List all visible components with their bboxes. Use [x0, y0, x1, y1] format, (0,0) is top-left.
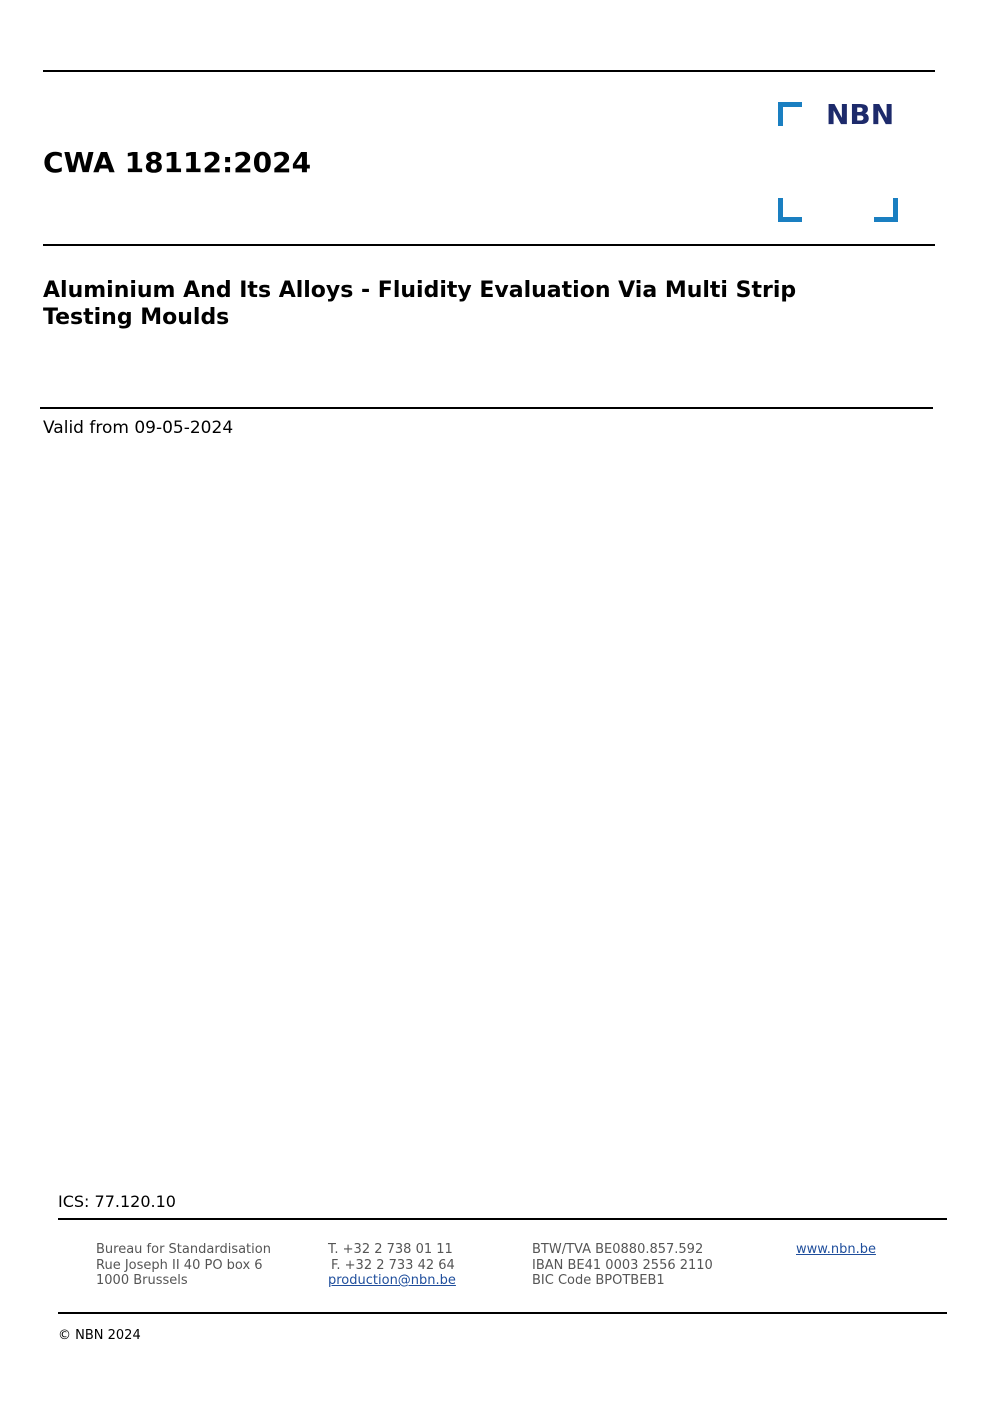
logo-corner-bottom-left — [778, 198, 802, 222]
footer-bank-details — [532, 1242, 713, 1289]
footer-contact — [328, 1242, 456, 1289]
nbn-logo — [778, 98, 900, 222]
address-line-1: Bureau for Standardisation — [96, 1242, 271, 1257]
footer-bottom-divider — [58, 1312, 947, 1314]
logo-corner-top-left — [778, 102, 802, 126]
address-line-3: 1000 Brussels — [96, 1273, 188, 1288]
logo-wordmark: NBN — [826, 98, 895, 131]
document-title — [43, 277, 903, 331]
footer-top-divider — [58, 1218, 947, 1220]
phone-number: T. +32 2 738 01 11 — [328, 1242, 453, 1257]
footer-address — [96, 1242, 271, 1289]
ics-code: ICS: 77.120.10 — [58, 1192, 176, 1211]
top-divider — [43, 70, 935, 72]
fax-number: F. +32 2 733 42 64 — [331, 1257, 455, 1273]
document-code: CWA 18112:2024 — [43, 146, 312, 179]
header-divider — [43, 244, 935, 246]
document-title-line-1: Aluminium And Its Alloys - Fluidity Evaluation Via Multi Strip — [43, 278, 797, 303]
email-link[interactable]: production@nbn.be — [328, 1273, 456, 1288]
iban-number: IBAN BE41 0003 2556 2110 — [532, 1257, 713, 1273]
bic-code: BIC Code BPOTBEB1 — [532, 1273, 665, 1288]
valid-from-date: Valid from 09-05-2024 — [43, 418, 234, 438]
footer-website — [796, 1242, 876, 1258]
logo-corner-bottom-right — [874, 198, 898, 222]
address-line-2: Rue Joseph II 40 PO box 6 — [96, 1257, 263, 1273]
website-link[interactable]: www.nbn.be — [796, 1242, 876, 1257]
title-divider — [40, 407, 933, 409]
document-title-line-2: Testing Moulds — [43, 305, 230, 330]
copyright-notice: © NBN 2024 — [58, 1328, 141, 1343]
vat-number: BTW/TVA BE0880.857.592 — [532, 1242, 704, 1257]
